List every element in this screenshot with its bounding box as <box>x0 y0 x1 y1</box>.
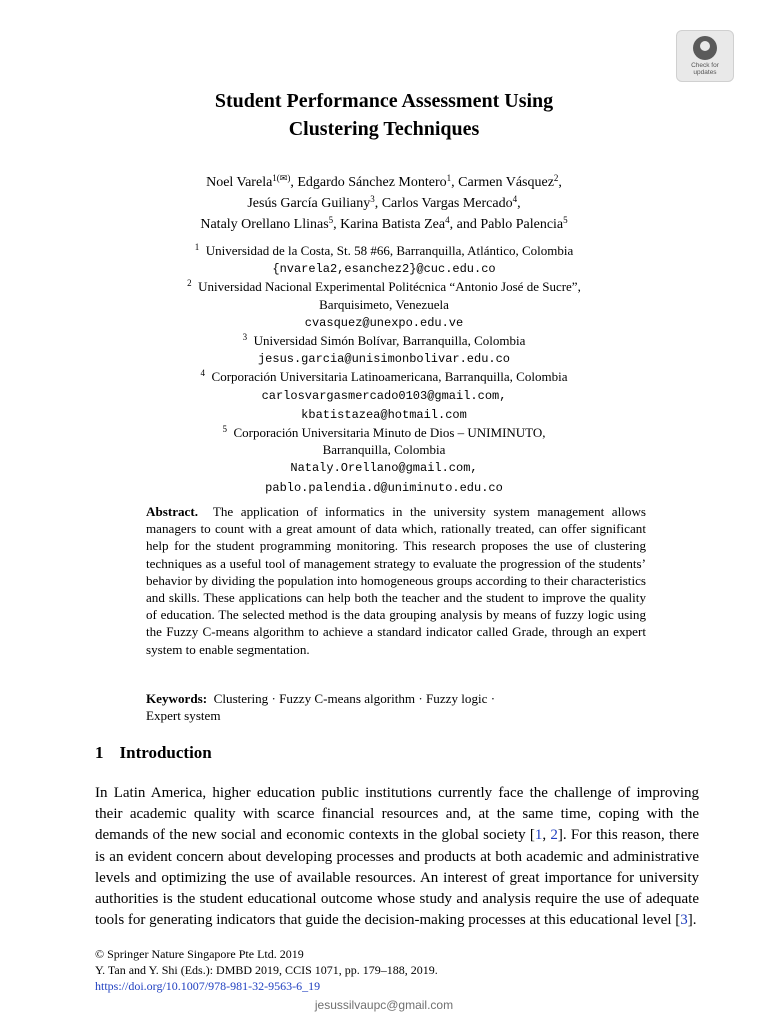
author-list <box>0 172 768 235</box>
affil-text: Barquisimeto, Venezuela <box>319 296 449 312</box>
abstract-text: The application of informatics in the university system management allows managers to count with a great amount of data which, rationally treated, can offer significant help for the student programming monitoring. This research proposes the use of clustering techniques as a useful tool of management strategy to evaluate the progression of the students’ behavior by dividing the population into homogeneous groups according to their characteristics and skills. These applications can help both the teacher and the student to improve the quality of education. The selected method is the data grouping analysis by means of fuzzy logic using the Fuzzy C-means algorithm to achieve a standard indicator called Grade, through an expert system to enable segmentation. <box>146 504 646 657</box>
author-name: , Edgardo Sánchez Montero <box>290 175 447 190</box>
author-name: Jesús García Guiliany <box>247 196 371 211</box>
author-affil-mark: 5 <box>328 215 334 225</box>
affil-number: 5 <box>222 424 227 435</box>
keywords-text: Clustering · Fuzzy C-means algorithm · Fuzzy logic · <box>213 691 496 706</box>
affil-number: 3 <box>242 332 248 343</box>
affil-email: Nataly.Orellano@gmail.com, <box>290 461 478 476</box>
affiliation-4 <box>0 368 768 385</box>
affil-text: Corporación Universitaria Minuto de Dios – UNIMINUTO, <box>233 425 546 441</box>
authors-line-3 <box>0 214 768 235</box>
affiliation-5-city <box>0 441 768 458</box>
affil-text: Corporación Universitaria Latinoamericana, Barranquilla, Colombia <box>211 369 568 385</box>
authors-line-2 <box>0 193 768 214</box>
authors-line-1 <box>0 172 768 193</box>
affiliation-3-email <box>0 349 768 368</box>
author-name: , Carmen Vásquez <box>451 175 554 190</box>
affiliation-1-email <box>0 259 768 278</box>
section-heading <box>95 743 212 763</box>
affiliation-2-city <box>0 296 768 313</box>
keywords-text-2: Expert system <box>146 708 221 724</box>
affil-email: pablo.palendia.d@uniminuto.edu.co <box>265 480 503 495</box>
badge-line-2: updates <box>693 69 717 76</box>
citation-link[interactable]: 3 <box>680 912 688 929</box>
title-line-1: Student Performance Assessment Using <box>214 90 554 112</box>
affiliation-3 <box>0 332 768 349</box>
citation: Y. Tan and Y. Shi (Eds.): DMBD 2019, CCIS 1071, pp. 179–188, 2019. <box>95 963 438 977</box>
affil-email: carlosvargasmercado0103@gmail.com, <box>261 388 507 403</box>
affil-email: kbatistazea@hotmail.com <box>301 407 467 422</box>
body-text: In Latin America, higher education public institutions currently face the challenge of improving their academic quality with scarce financial resources and, at the same time, coping with the demands of the new social and economic contexts in the global society [ <box>95 785 699 844</box>
paper-title <box>0 87 768 143</box>
author-separator: , <box>517 196 521 211</box>
author-name: , and Pablo Palencia <box>449 217 564 232</box>
author-name: , Carlos Vargas Mercado <box>374 196 513 211</box>
citation-link[interactable]: 2 <box>550 827 558 844</box>
affil-text: Barranquilla, Colombia <box>322 442 446 458</box>
author-affil-mark: 2 <box>553 173 559 183</box>
body-text: ]. For this reason, there is an evident concern about developing processes and products at both academic and administrative levels and optimizing the use of available resources. An interest of great importance for university authorities is the student educational outcome whose study and analysis require the use of adequate tools for generating indicators that guide the decision-making processes at this educational level [ <box>95 827 700 929</box>
author-affil-mark: 3 <box>370 194 375 204</box>
author-affil-mark[interactable]: 1(✉) <box>272 173 291 183</box>
section-number: 1 <box>95 743 104 762</box>
affil-number: 2 <box>187 278 192 289</box>
title-line-2: Clustering Techniques <box>288 118 480 140</box>
affiliation-5 <box>0 424 768 441</box>
keywords <box>146 690 646 724</box>
watermark: jesussilvaupc@gmail.com <box>314 998 454 1012</box>
affil-number: 1 <box>194 242 200 252</box>
author-name: , Karina Batista Zea <box>333 217 446 232</box>
doi-link[interactable]: https://doi.org/10.1007/978-981-32-9563-6_19 <box>95 979 321 993</box>
affiliation-2-email <box>0 313 768 332</box>
abstract-label: Abstract. <box>146 504 198 519</box>
update-icon <box>693 36 717 60</box>
keywords-label: Keywords: <box>146 691 208 706</box>
author-affil-mark: 4 <box>445 215 450 225</box>
author-affil-mark: 4 <box>512 194 518 204</box>
affil-text: Universidad Nacional Experimental Politécnica “Antonio José de Sucre”, <box>198 279 581 295</box>
copyright: © Springer Nature Singapore Pte Ltd. 2019 <box>95 947 304 961</box>
author-separator: , <box>558 175 562 190</box>
author-affil-mark: 1 <box>446 173 452 183</box>
check-for-updates-badge[interactable] <box>676 30 734 82</box>
affiliation-5-email-2 <box>0 478 768 497</box>
affil-email: cvasquez@unexpo.edu.ve <box>304 315 464 330</box>
affiliation-4-email-2 <box>0 405 768 424</box>
affil-number: 4 <box>200 368 206 379</box>
affiliation-5-email <box>0 458 768 477</box>
affil-text: Universidad Simón Bolívar, Barranquilla, Colombia <box>253 333 526 349</box>
body-text: ]. <box>687 912 697 929</box>
author-affil-mark: 5 <box>563 215 568 225</box>
abstract <box>146 503 646 658</box>
author-name: Noel Varela <box>206 175 273 190</box>
body-text: , <box>542 827 551 844</box>
affil-text: Universidad de la Costa, St. 58 #66, Barranquilla, Atlántico, Colombia <box>205 243 574 258</box>
affiliation-1 <box>0 242 768 259</box>
affiliations <box>0 242 768 497</box>
affiliation-2 <box>0 278 768 295</box>
section-title: Introduction <box>119 743 212 762</box>
footer <box>95 946 438 994</box>
citation-link[interactable]: 1 <box>534 827 543 844</box>
affil-email: jesus.garcia@unisimonbolivar.edu.co <box>257 352 511 367</box>
author-name: Nataly Orellano Llinas <box>200 217 329 232</box>
affil-email: {nvarela2,esanchez2}@cuc.edu.co <box>272 262 496 277</box>
intro-paragraph <box>95 783 699 931</box>
affiliation-4-email <box>0 386 768 405</box>
badge-line-1: Check for <box>691 62 719 69</box>
